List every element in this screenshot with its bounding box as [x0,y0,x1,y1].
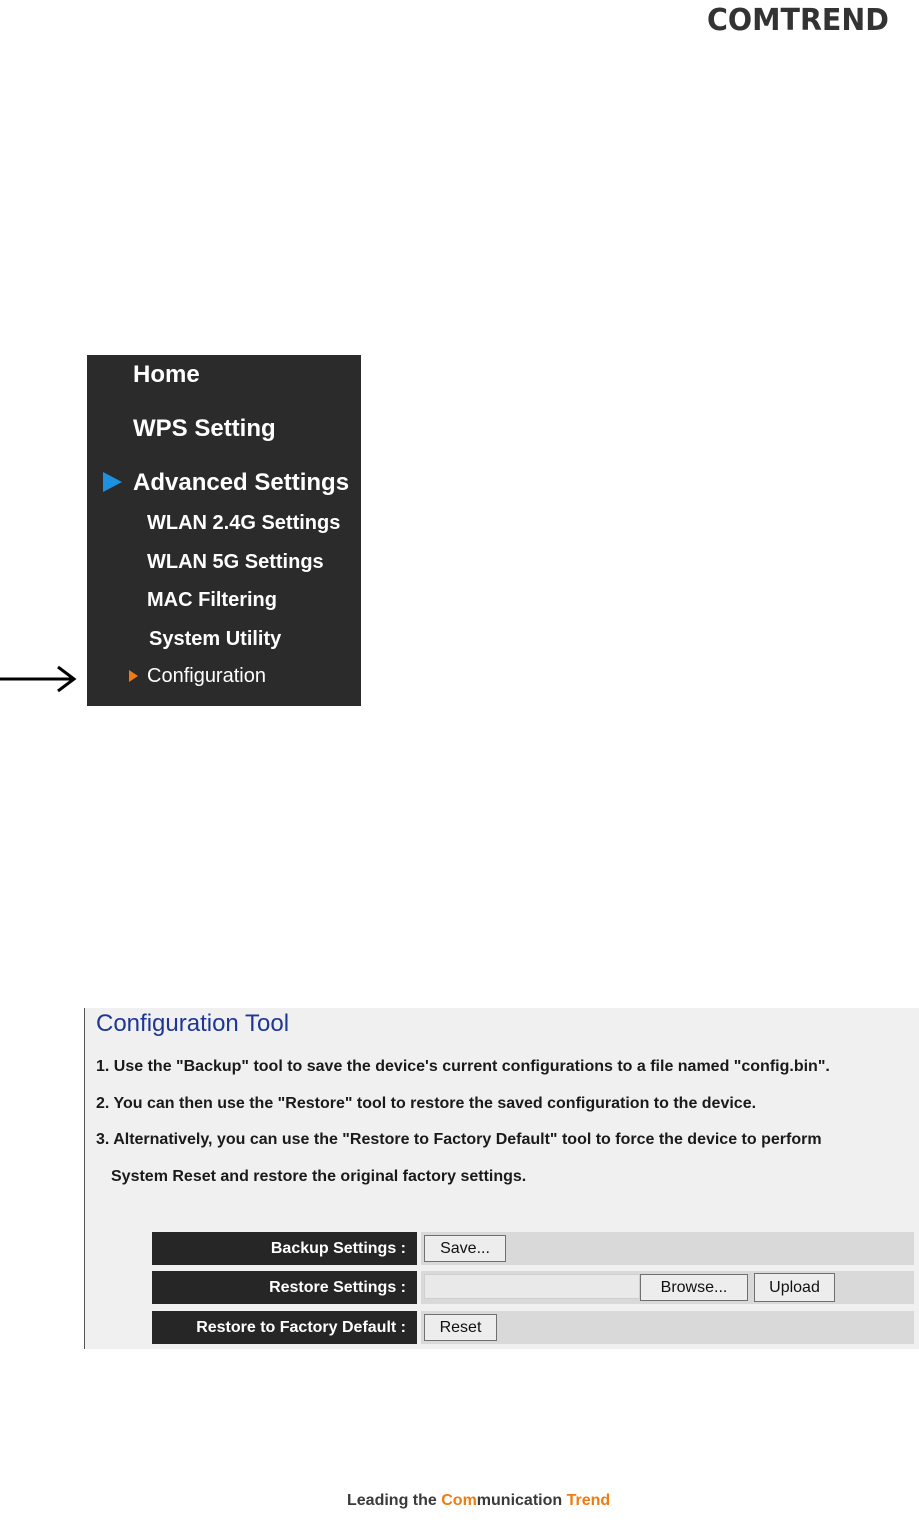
restore-factory-default-field [421,1311,914,1344]
submenu-item-wlan-24g[interactable]: WLAN 2.4G Settings [147,512,341,534]
instruction-1: 1. Use the "Backup" tool to save the device's current configurations to a file named "config.bin". [96,1058,830,1075]
sidebar-menu [87,355,361,706]
expanded-triangle-icon [103,472,122,492]
instruction-2: 2. You can then use the "Restore" tool to restore the saved configuration to the device. [96,1095,757,1112]
restore-factory-default-label: Restore to Factory Default : [152,1311,417,1344]
menu-item-home[interactable]: Home [133,361,200,388]
browse-button[interactable]: Browse... [640,1274,748,1301]
footer-text-part: munication [476,1492,567,1509]
page-title: Configuration Tool [96,1010,290,1037]
backup-settings-field [421,1232,914,1265]
submenu-item-mac-filtering[interactable]: MAC Filtering [147,589,277,611]
instruction-3-continued: System Reset and restore the original factory settings. [111,1168,527,1185]
instruction-3: 3. Alternatively, you can use the "Restore to Factory Default" tool to force the device to perform [96,1131,822,1148]
submenu-item-wlan-5g[interactable]: WLAN 5G Settings [147,551,324,573]
menu-item-wps-setting[interactable]: WPS Setting [133,415,276,442]
selected-triangle-icon [129,670,138,682]
footer-text-highlight: Com [441,1492,477,1509]
reset-button[interactable]: Reset [424,1314,497,1341]
pointer-arrow-icon [0,664,80,694]
restore-settings-field [421,1271,914,1304]
configuration-tool-panel [84,1008,919,1349]
menu-item-advanced-settings[interactable]: Advanced Settings [133,469,350,496]
footer-text-part: Leading the [347,1492,442,1509]
backup-settings-label: Backup Settings : [152,1232,417,1265]
submenu-item-system-utility[interactable]: System Utility [149,628,282,650]
comtrend-logo: COMTREND [707,3,889,38]
restore-settings-label: Restore Settings : [152,1271,417,1304]
footer-tagline [347,1492,610,1510]
file-path-input[interactable] [424,1274,640,1299]
submenu-item-configuration[interactable]: Configuration [147,665,266,687]
footer-text-highlight: Trend [566,1492,611,1509]
upload-button[interactable]: Upload [754,1273,835,1302]
save-button[interactable]: Save... [424,1235,506,1262]
